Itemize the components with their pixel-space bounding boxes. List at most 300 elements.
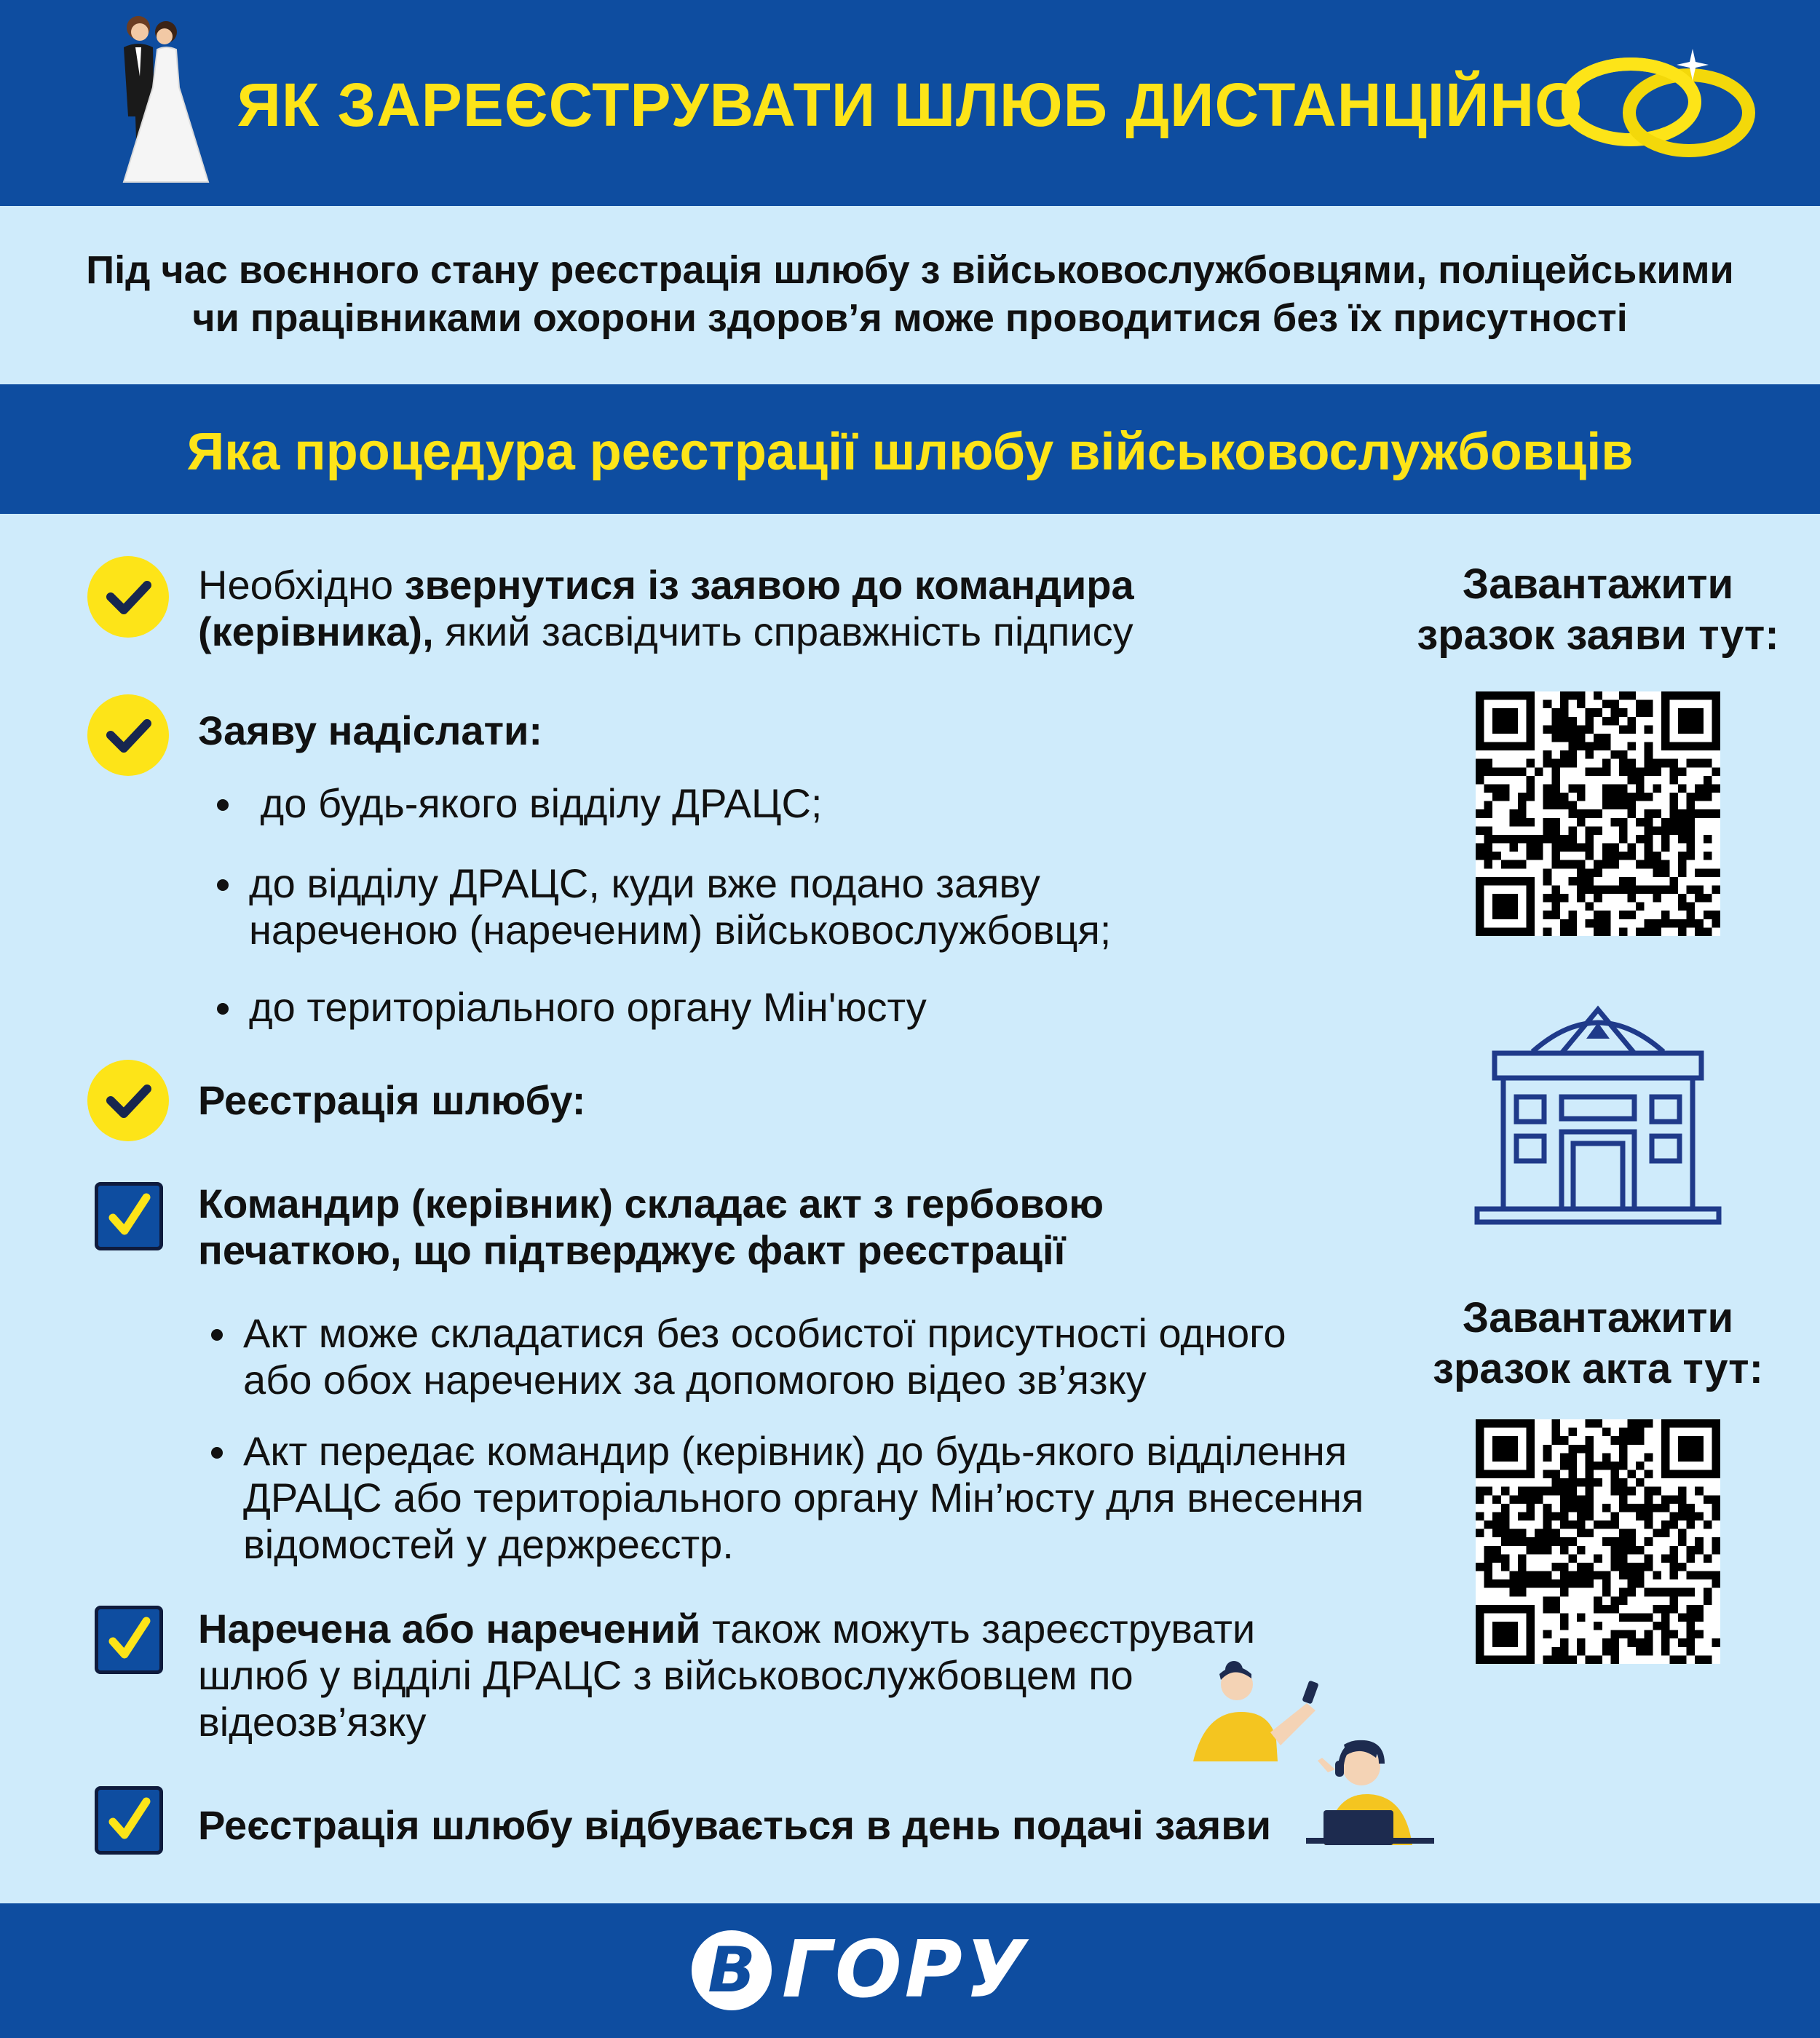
qr-module <box>1501 793 1510 801</box>
qr-module <box>1551 784 1560 793</box>
step-5-post: також можуть зареєструвати <box>700 1606 1256 1652</box>
qr-module <box>1560 844 1569 852</box>
qr-module <box>1645 1563 1653 1571</box>
qr-module <box>1577 700 1586 709</box>
qr-module <box>1594 927 1602 936</box>
qr-module <box>1636 860 1645 869</box>
qr-module <box>1568 801 1577 810</box>
qr-module <box>1509 860 1518 869</box>
qr-module <box>1527 1579 1535 1588</box>
qr-module <box>1628 725 1637 734</box>
qr-module <box>1653 759 1661 768</box>
step-5-bold: Наречена або наречений <box>198 1606 701 1652</box>
qr-module <box>1645 742 1653 751</box>
qr-module <box>1628 1579 1637 1588</box>
qr-module <box>1619 818 1628 827</box>
qr-module <box>1518 1563 1527 1571</box>
check-circle-icon <box>87 556 169 638</box>
qr-module <box>1492 1622 1518 1647</box>
qr-module <box>1586 1478 1594 1487</box>
qr-module <box>1492 784 1501 793</box>
qr-module <box>1628 809 1637 818</box>
qr-module <box>1628 844 1637 852</box>
qr-module <box>1704 1571 1712 1580</box>
qr-module <box>1678 818 1687 827</box>
qr-module <box>1492 1495 1501 1504</box>
qr-module <box>1610 784 1619 793</box>
checkbox-checked-icon <box>95 1606 163 1674</box>
qr-module <box>1518 1529 1527 1538</box>
qr-module <box>1586 725 1594 734</box>
qr-module <box>1476 1495 1484 1504</box>
qr-module <box>1551 1655 1560 1664</box>
qr-module <box>1476 767 1484 776</box>
qr-module <box>1610 1436 1619 1445</box>
qr-module <box>1610 1462 1619 1470</box>
qr-module <box>1476 1529 1484 1538</box>
qr-module <box>1594 691 1602 700</box>
qr-module <box>1619 1495 1628 1504</box>
step-4-bold-line-1: Командир (керівник) складає акт з гербовою <box>198 1181 1104 1226</box>
qr-module <box>1610 793 1619 801</box>
qr-module <box>1687 818 1696 827</box>
qr-module <box>1476 776 1484 785</box>
qr-module <box>1653 1571 1661 1580</box>
qr-module <box>1568 1579 1577 1588</box>
qr-module <box>1636 1478 1645 1487</box>
qr-module <box>1687 801 1696 810</box>
qr-module <box>1610 1630 1619 1639</box>
qr-application-caption-line-2: зразок заяви тут: <box>1417 611 1779 659</box>
qr-module <box>1669 767 1678 776</box>
qr-module <box>1586 1462 1594 1470</box>
wedding-rings-icon <box>1562 40 1765 167</box>
qr-module <box>1669 919 1678 928</box>
qr-module <box>1492 894 1518 919</box>
qr-module <box>1636 1419 1645 1428</box>
qr-module <box>1661 860 1670 869</box>
qr-module <box>1551 894 1560 903</box>
qr-module <box>1551 801 1560 810</box>
qr-module <box>1560 708 1569 717</box>
qr-module <box>1661 818 1670 827</box>
qr-module <box>1661 844 1670 852</box>
qr-module <box>1602 1537 1611 1546</box>
qr-module <box>1687 809 1696 818</box>
qr-module <box>1509 1588 1518 1597</box>
qr-module <box>1518 1512 1527 1520</box>
qr-module <box>1695 868 1704 877</box>
qr-module <box>1594 826 1602 835</box>
qr-module <box>1527 852 1535 860</box>
qr-module <box>1577 725 1586 734</box>
qr-module <box>1476 826 1484 835</box>
qr-module <box>1543 826 1552 835</box>
qr-module <box>1653 894 1661 903</box>
step-5-text <box>198 1606 1255 1745</box>
qr-module <box>1628 885 1637 894</box>
qr-module <box>1669 1546 1678 1555</box>
qr-module <box>1628 1537 1637 1546</box>
qr-module <box>1543 793 1552 801</box>
qr-module <box>1560 1647 1569 1656</box>
qr-module <box>1568 1537 1577 1546</box>
qr-module <box>1661 1605 1670 1614</box>
qr-module <box>1509 809 1518 818</box>
qr-module <box>1661 835 1670 844</box>
qr-module <box>1695 1571 1704 1580</box>
qr-module <box>1551 793 1560 801</box>
qr-module <box>1602 1638 1611 1647</box>
bullet-dot <box>211 1447 223 1459</box>
qr-module <box>1594 1571 1602 1580</box>
qr-module <box>1619 1487 1628 1496</box>
qr-module <box>1695 784 1704 793</box>
qr-module <box>1560 1520 1569 1529</box>
qr-module <box>1687 1630 1696 1639</box>
qr-module <box>1687 911 1696 919</box>
qr-module <box>1678 1638 1687 1647</box>
qr-module <box>1661 1504 1670 1512</box>
qr-module <box>1602 911 1611 919</box>
qr-module <box>1594 809 1602 818</box>
qr-module <box>1619 927 1628 936</box>
qr-module <box>1492 1546 1501 1555</box>
qr-module <box>1645 1453 1653 1462</box>
qr-module <box>1687 919 1696 928</box>
qr-application-caption-line-1: Завантажити <box>1462 560 1734 608</box>
qr-module <box>1661 1622 1670 1630</box>
qr-module <box>1636 1428 1645 1437</box>
step-4-bold-line-2: печаткою, що підтверджує факт реєстрації <box>198 1227 1066 1273</box>
qr-module <box>1518 1537 1527 1546</box>
qr-module <box>1568 1554 1577 1563</box>
qr-module <box>1594 911 1602 919</box>
qr-module <box>1476 809 1484 818</box>
qr-module <box>1704 809 1712 818</box>
qr-module <box>1527 1537 1535 1546</box>
qr-module <box>1610 801 1619 810</box>
qr-module <box>1577 860 1586 869</box>
qr-module <box>1610 885 1619 894</box>
qr-module <box>1527 1495 1535 1504</box>
qr-module <box>1695 809 1704 818</box>
qr-module <box>1678 809 1687 818</box>
qr-module <box>1577 1512 1586 1520</box>
qr-module <box>1704 894 1712 903</box>
qr-module <box>1560 927 1569 936</box>
qr-module <box>1628 1470 1637 1479</box>
qr-module <box>1577 1571 1586 1580</box>
qr-module <box>1636 776 1645 785</box>
qr-module <box>1568 750 1577 759</box>
qr-module <box>1712 1579 1720 1588</box>
qr-module <box>1551 1596 1560 1605</box>
qr-module <box>1586 1453 1594 1462</box>
qr-module <box>1704 868 1712 877</box>
qr-module <box>1636 708 1645 717</box>
qr-module <box>1678 1613 1687 1622</box>
qr-module <box>1535 1579 1543 1588</box>
qr-module <box>1610 844 1619 852</box>
qr-module <box>1669 1588 1678 1597</box>
qr-module <box>1518 835 1527 844</box>
qr-module <box>1484 1563 1493 1571</box>
qr-module <box>1543 868 1552 877</box>
qr-module <box>1594 1520 1602 1529</box>
qr-module <box>1476 1563 1484 1571</box>
qr-module <box>1518 1571 1527 1580</box>
qr-module <box>1535 1487 1543 1496</box>
qr-module <box>1577 1445 1586 1454</box>
qr-module <box>1551 1529 1560 1538</box>
qr-module <box>1695 885 1704 894</box>
qr-module <box>1678 784 1687 793</box>
qr-module <box>1492 767 1501 776</box>
qr-module <box>1704 1596 1712 1605</box>
qr-module <box>1712 1495 1720 1504</box>
qr-module <box>1712 885 1720 894</box>
brand-logo[interactable] <box>692 1924 1128 2015</box>
intro-line-1: Під час воєнного стану реєстрація шлюбу з військовослужбовцями, поліцейськими <box>86 248 1734 292</box>
qr-module <box>1619 852 1628 860</box>
qr-module <box>1695 894 1704 903</box>
qr-module <box>1577 734 1586 742</box>
qr-module <box>1535 767 1543 776</box>
qr-module <box>1509 1537 1518 1546</box>
bullet-dot <box>211 1329 223 1341</box>
qr-module <box>1492 793 1501 801</box>
intro-text <box>44 246 1776 342</box>
qr-module <box>1704 911 1712 919</box>
qr-module <box>1704 759 1712 768</box>
step-4-bullet-1-line-1: Акт може складатися без особистої присутності одного <box>243 1310 1286 1356</box>
qr-module <box>1586 767 1594 776</box>
qr-module <box>1636 1579 1645 1588</box>
qr-module <box>1484 1554 1493 1563</box>
qr-module <box>1543 877 1552 886</box>
qr-module <box>1560 919 1569 928</box>
qr-module <box>1476 759 1484 768</box>
qr-module <box>1602 759 1611 768</box>
qr-module <box>1687 1512 1696 1520</box>
step-6-bold: Реєстрація шлюбу відбувається в день подачі заяви <box>198 1802 1272 1848</box>
qr-module <box>1551 903 1560 911</box>
qr-module <box>1661 1647 1670 1656</box>
qr-module <box>1636 1546 1645 1555</box>
qr-module <box>1535 1571 1543 1580</box>
qr-module <box>1653 809 1661 818</box>
qr-module <box>1577 1529 1586 1538</box>
qr-module <box>1568 844 1577 852</box>
qr-module <box>1661 826 1670 835</box>
qr-module <box>1543 1512 1552 1520</box>
qr-module <box>1586 1470 1594 1479</box>
qr-module <box>1560 894 1569 903</box>
qr-module <box>1551 826 1560 835</box>
qr-module <box>1560 1571 1569 1580</box>
qr-module <box>1695 1487 1704 1496</box>
qr-module <box>1543 801 1552 810</box>
qr-module <box>1501 1554 1510 1563</box>
qr-module <box>1543 1579 1552 1588</box>
qr-module <box>1687 759 1696 768</box>
qr-module <box>1594 734 1602 742</box>
qr-module <box>1610 1546 1619 1555</box>
qr-module <box>1619 708 1628 717</box>
qr-module <box>1543 700 1552 709</box>
step-2-bullet-2-line-2: нареченою (нареченим) військовослужбовця; <box>249 907 1112 953</box>
qr-module <box>1518 1579 1527 1588</box>
step-4-bullet-1-line-2: або обох наречених за допомогою відео зв’язку <box>243 1357 1147 1403</box>
qr-module <box>1476 844 1484 852</box>
qr-module <box>1543 927 1552 936</box>
qr-module <box>1484 1579 1493 1588</box>
qr-module <box>1560 1655 1569 1664</box>
qr-code-act[interactable] <box>1476 1419 1720 1664</box>
qr-module <box>1560 1579 1569 1588</box>
qr-module <box>1678 1655 1687 1664</box>
qr-module <box>1568 717 1577 726</box>
qr-module <box>1577 1579 1586 1588</box>
qr-module <box>1669 793 1678 801</box>
qr-module <box>1628 911 1637 919</box>
qr-code-application[interactable] <box>1476 691 1720 936</box>
qr-module <box>1602 1504 1611 1512</box>
qr-module <box>1551 734 1560 742</box>
qr-module <box>1484 1487 1493 1496</box>
qr-module <box>1602 1579 1611 1588</box>
qr-module <box>1645 708 1653 717</box>
qr-module <box>1645 809 1653 818</box>
qr-module <box>1602 1588 1611 1597</box>
qr-module <box>1484 844 1493 852</box>
qr-module <box>1577 844 1586 852</box>
qr-module <box>1568 911 1577 919</box>
qr-module <box>1509 818 1518 827</box>
qr-module <box>1653 1588 1661 1597</box>
qr-module <box>1661 1630 1670 1639</box>
qr-module <box>1484 852 1493 860</box>
qr-module <box>1594 1554 1602 1563</box>
qr-application-caption <box>1405 559 1791 661</box>
government-building-icon <box>1474 994 1722 1226</box>
qr-module <box>1628 801 1637 810</box>
qr-module <box>1560 1504 1569 1512</box>
qr-module <box>1653 919 1661 928</box>
qr-module <box>1653 868 1661 877</box>
qr-module <box>1560 717 1569 726</box>
qr-module <box>1669 1571 1678 1580</box>
qr-act-caption-line-1: Завантажити <box>1462 1294 1734 1341</box>
qr-module <box>1645 700 1653 709</box>
qr-module <box>1577 1478 1586 1487</box>
qr-module <box>1518 818 1527 827</box>
qr-module <box>1560 734 1569 742</box>
qr-module <box>1687 844 1696 852</box>
qr-module <box>1687 835 1696 844</box>
qr-module <box>1669 877 1678 886</box>
qr-module <box>1695 1655 1704 1664</box>
qr-module <box>1527 1504 1535 1512</box>
qr-module <box>1551 911 1560 919</box>
checkbox-checked-icon <box>95 1182 163 1250</box>
qr-module <box>1501 1537 1510 1546</box>
qr-module <box>1628 717 1637 726</box>
qr-module <box>1543 725 1552 734</box>
qr-module <box>1712 1504 1720 1512</box>
qr-module <box>1610 1512 1619 1520</box>
qr-module <box>1518 809 1527 818</box>
qr-module <box>1501 1512 1510 1520</box>
qr-module <box>1560 1436 1569 1445</box>
qr-module <box>1568 1655 1577 1664</box>
qr-module <box>1645 1520 1653 1529</box>
qr-module <box>1518 1588 1527 1597</box>
qr-module <box>1586 1495 1594 1504</box>
qr-module <box>1594 1462 1602 1470</box>
qr-module <box>1551 1579 1560 1588</box>
qr-module <box>1678 1563 1687 1571</box>
qr-module <box>1602 1453 1611 1462</box>
qr-module <box>1645 852 1653 860</box>
qr-module <box>1551 759 1560 768</box>
qr-module <box>1636 927 1645 936</box>
qr-module <box>1492 852 1501 860</box>
qr-module <box>1594 1622 1602 1630</box>
qr-module <box>1577 1495 1586 1504</box>
qr-module <box>1645 1554 1653 1563</box>
checkbox-checked-icon <box>95 1786 163 1855</box>
qr-module <box>1586 835 1594 844</box>
qr-module <box>1586 1655 1594 1664</box>
qr-module <box>1543 1487 1552 1496</box>
qr-module <box>1619 1529 1628 1538</box>
qr-module <box>1628 877 1637 886</box>
qr-module <box>1695 1613 1704 1622</box>
qr-module <box>1628 1546 1637 1555</box>
qr-module <box>1527 793 1535 801</box>
qr-module <box>1527 1487 1535 1496</box>
qr-module <box>1645 1512 1653 1520</box>
qr-module <box>1527 835 1535 844</box>
qr-module <box>1484 835 1493 844</box>
qr-module <box>1594 1655 1602 1664</box>
qr-module <box>1543 759 1552 768</box>
qr-module <box>1695 1605 1704 1614</box>
qr-module <box>1560 1462 1569 1470</box>
qr-module <box>1628 1529 1637 1538</box>
qr-module <box>1653 1529 1661 1538</box>
qr-module <box>1568 927 1577 936</box>
qr-module <box>1619 1596 1628 1605</box>
step-4-text <box>198 1181 1104 1274</box>
qr-module <box>1484 1571 1493 1580</box>
qr-module <box>1610 1563 1619 1571</box>
qr-module <box>1653 852 1661 860</box>
qr-module <box>1687 826 1696 835</box>
qr-module <box>1551 1478 1560 1487</box>
qr-module <box>1577 809 1586 818</box>
qr-module <box>1543 818 1552 827</box>
qr-module <box>1628 742 1637 751</box>
qr-module <box>1610 818 1619 827</box>
qr-module <box>1501 1487 1510 1496</box>
qr-module <box>1661 1554 1670 1563</box>
qr-module <box>1551 818 1560 827</box>
qr-module <box>1543 1571 1552 1580</box>
qr-module <box>1602 767 1611 776</box>
